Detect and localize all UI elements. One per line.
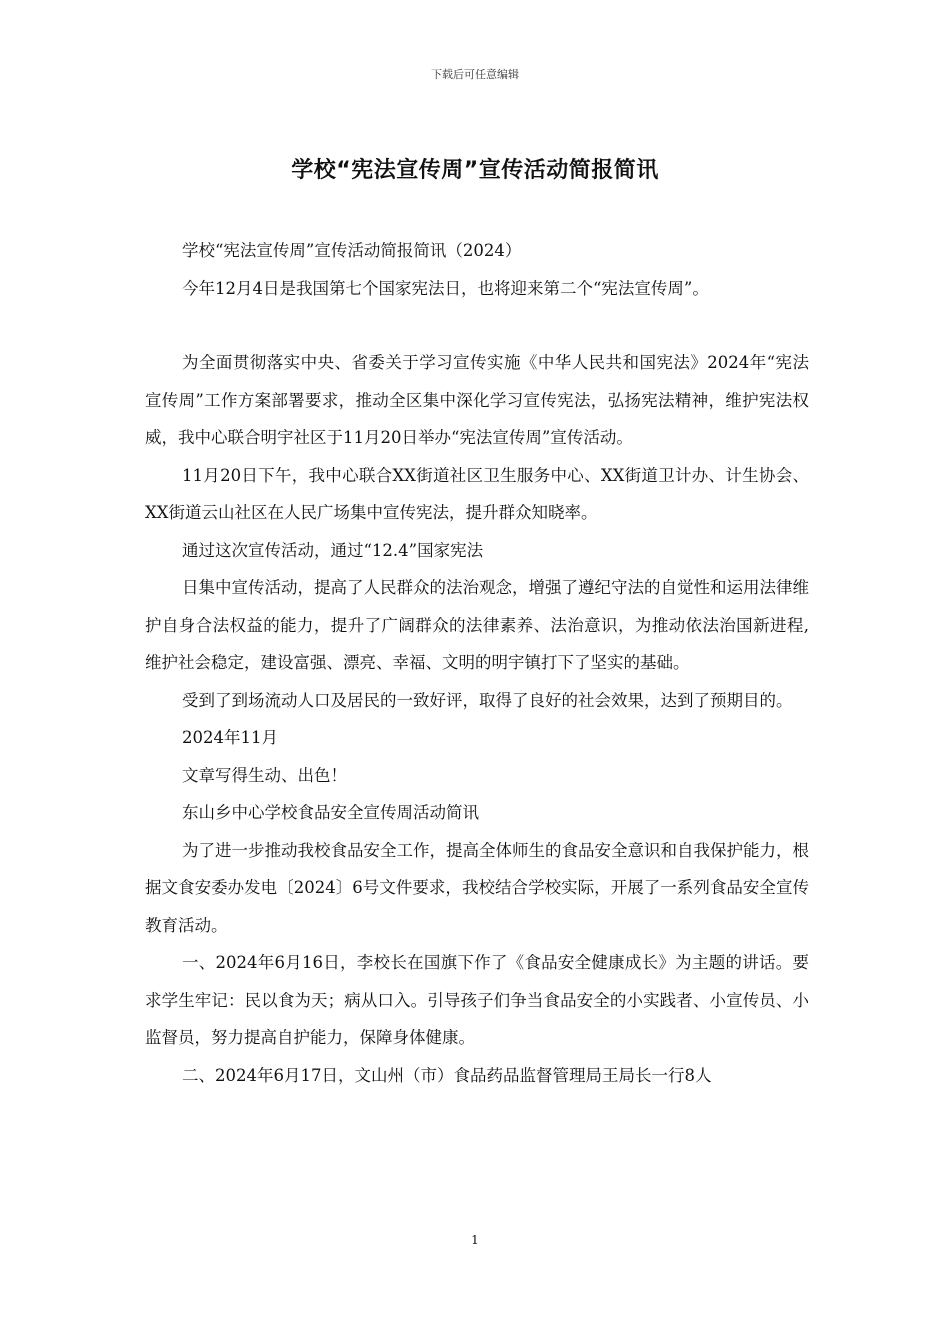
paragraph-intro: 今年12月4日是我国第七个国家宪法日，也将迎来第二个“宪法宣传周”。 [182, 278, 709, 298]
paragraph-item-two: 二、2024年6月17日，文山州（市）食品药品监督管理局王局长一行8人 [182, 1065, 712, 1085]
paragraph-purpose: 为全面贯彻落实中央、省委关于学习宣传实施《中华人民共和国宪法》2024年“宪法宣传周”工作方案部署要求，推动全区集中深化学习宣传宪法，弘扬宪法精神，维护宪法权威，我中心联合明宇社区于11月20日举办“宪法宣传周”宣传活动。 [145, 353, 809, 447]
paragraph-item-one: 一、2024年6月16日，李校长在国旗下作了《食品安全健康成长》为主题的讲话。要求学生牢记：民以食为天；病从口入。引导孩子们争当食品安全的小实践者、小宣传员、小监督员，努力提高自护能力，保障身体健康。 [145, 953, 809, 1047]
document-title: 学校“宪法宣传周”宣传活动简报简讯 [291, 158, 659, 183]
paragraph-result-lead: 通过这次宣传活动，通过“12.4”国家宪法 [182, 540, 484, 560]
paragraph-comment: 文章写得生动、出色！ [182, 765, 347, 785]
blank-line [145, 307, 809, 344]
paragraph-section-title: 东山乡中心学校食品安全宣传周活动简讯 [182, 803, 479, 822]
paragraph-result: 日集中宣传活动，提高了人民群众的法治观念，增强了遵纪守法的自觉性和运用法律维护自身合法权益的能力，提升了广阔群众的法律素养、法治意识，为推动依法治国新进程,维护社会稳定，建设富强、漂亮、幸福、文明的明宇镇打下了坚实的基础。 [145, 578, 809, 672]
page-number: 1 [471, 1233, 479, 1247]
paragraph-feedback: 受到了到场流动人口及居民的一致好评，取得了良好的社会效果，达到了预期目的。 [182, 690, 793, 710]
paragraph-date: 2024年11月 [182, 728, 278, 747]
paragraph-subtitle: 学校“宪法宣传周”宣传活动简报简讯（2024） [182, 241, 522, 260]
header-note: 下载后可任意编辑 [431, 68, 519, 81]
paragraph-event: 11月20日下午，我中心联合XX街道社区卫生服务中心、XX街道卫计办、计生协会、XX街道云山社区在人民广场集中宣传宪法，提升群众知晓率。 [145, 465, 809, 522]
paragraph-food-intro: 为了进一步推动我校食品安全工作，提高全体师生的食品安全意识和自我保护能力，根据文食安委办发电〔2024〕6号文件要求，我校结合学校实际，开展了一系列食品安全宣传教育活动。 [145, 840, 809, 935]
document-body [145, 232, 809, 1094]
